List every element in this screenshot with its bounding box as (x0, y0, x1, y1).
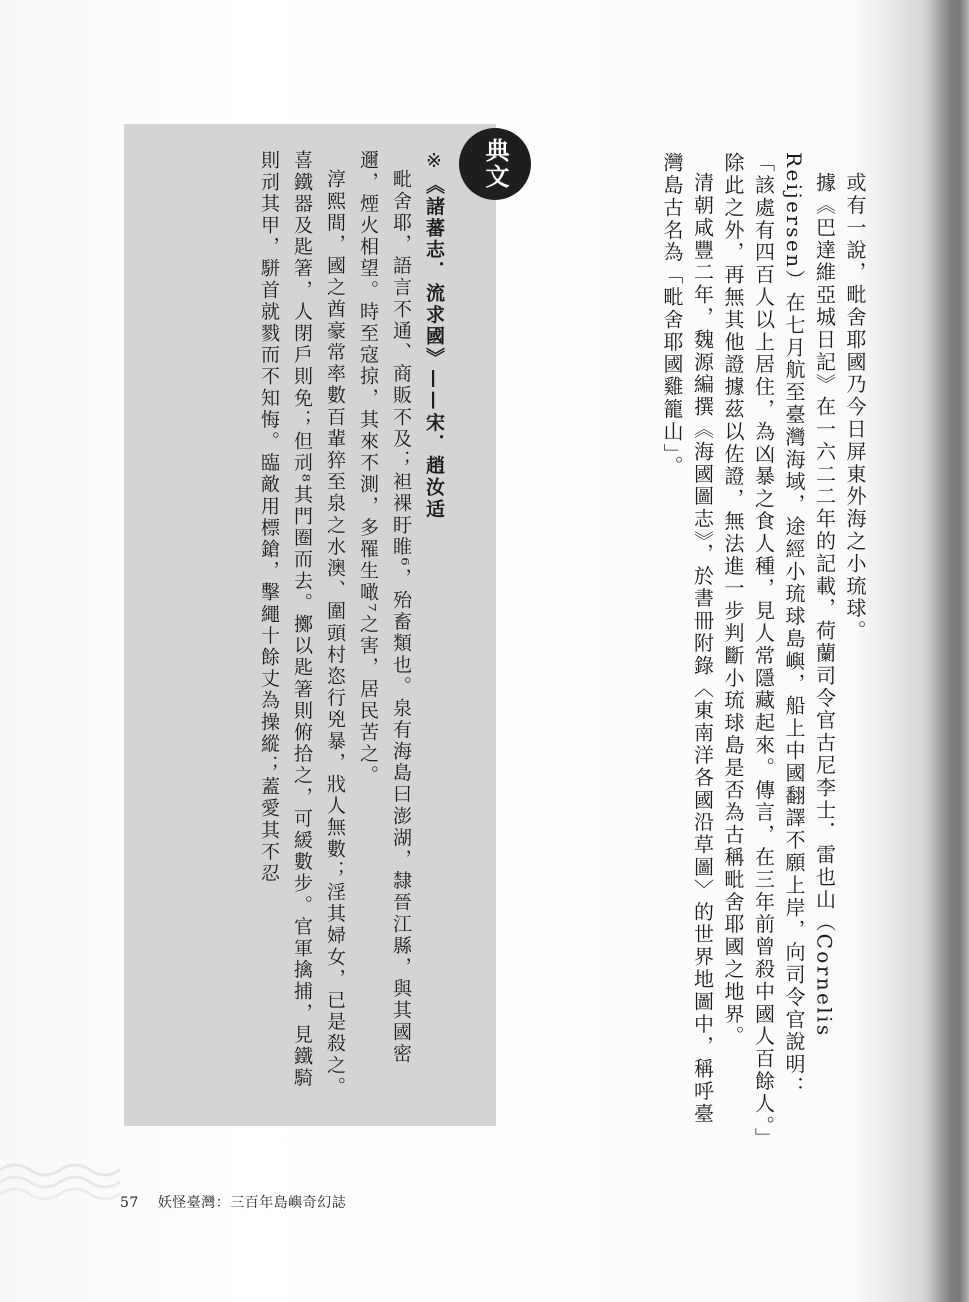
quote-paragraph: 淳熙間，國之酋豪常率數百輩猝至泉之水澳、圍頭村恣行兇暴，戕人無數；淫其婦女，已是殺之。喜鐵器及匙箸，人閉戶則免；但刓⁸其門圈而去。擲以匙箸則俯拾之，可緩數步。官軍擒捕，見鐵騎則刓其甲，駢首就戮而不知悔。臨敵用標鎗，擊繩十餘丈為操縱；蓋愛其不忍 (258, 150, 346, 1098)
reference-mark: ※ (423, 150, 445, 175)
page-number: 57 (120, 1195, 139, 1211)
quote-text (150, 150, 450, 1100)
quote-heading (417, 150, 450, 1100)
page-footer (120, 1192, 346, 1212)
badge-label: 典文 (481, 138, 510, 190)
binding-shadow (929, 0, 969, 1302)
main-body-text (590, 152, 870, 1142)
book-title: 妖怪臺灣：三百年島嶼奇幻誌 (157, 1195, 347, 1211)
body-paragraph: 據《巴達維亞城日記》在一六二二年的記載，荷蘭司令官古尼李士．雷也山（Cornelis Reijersen）在七月航至臺灣海域，途經小琉球島嶼，船上中國翻譯不願上岸，向司令官說明：「該處有四百人以上居住，為凶暴之食人種，見人常隱藏起來。傳言，在三年前曾殺中國人百餘人。」除此之外，再無其他證據茲以佐證，無法進一步判斷小琉球島是否為古稱毗舍耶國之地界。 (721, 152, 837, 1140)
body-paragraph: 清朝咸豐二年，魏源編撰《海國圖志》，於書冊附錄〈東南洋各國沿草圖〉的世界地圖中，稱呼臺灣島古名為「毗舍耶國雞籠山」。 (660, 152, 715, 1126)
source-text-badge (459, 128, 531, 200)
quote-paragraph: 毗舍耶，語言不通、商販不及；袒裸盱睢⁶，殆畜類也。泉有海島曰澎湖，隸晉江縣，與其國密邇，煙火相望。時至寇掠，其來不測，多罹生噉⁷之害，居民苦之。 (357, 150, 412, 1065)
quote-source-title: 《諸蕃志．流求國》——宋．趙汝适 (423, 174, 445, 521)
wave-ornament-icon (0, 1150, 120, 1210)
body-paragraph: 或有一說，毗舍耶國乃今日屏東外海之小琉球。 (843, 172, 867, 643)
